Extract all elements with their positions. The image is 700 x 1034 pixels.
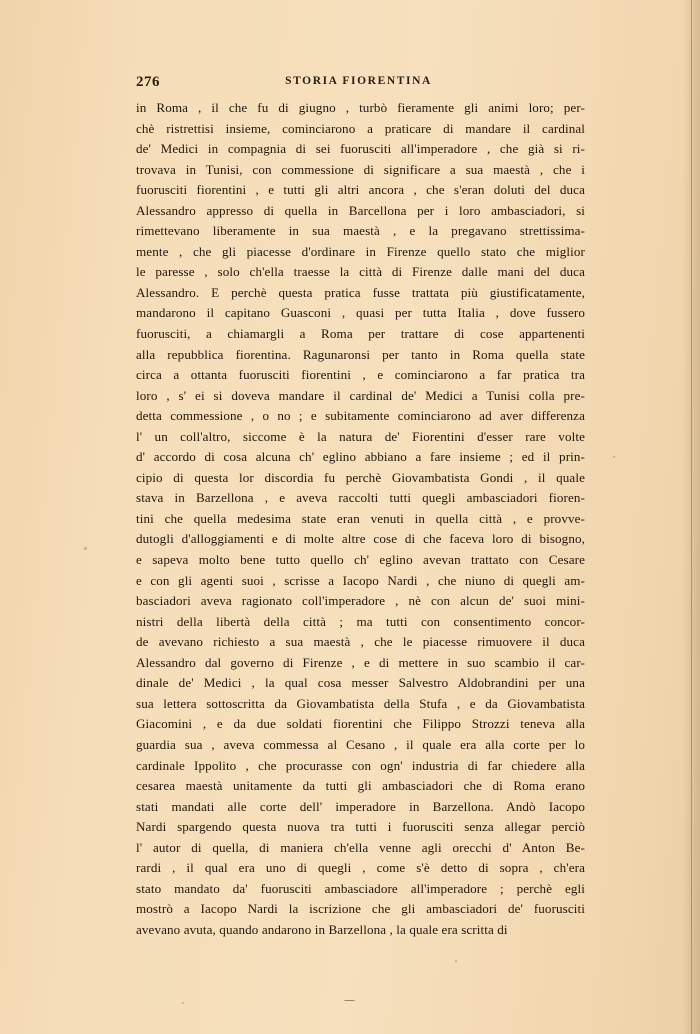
page-number: 276 — [136, 74, 160, 90]
text-line: stava in Barzellona , e aveva raccolti tutti quegli ambasciadori fioren- — [136, 490, 585, 506]
text-line: de' Medici in compagnia di sei fuorusciti all'imperadore , che già si ri- — [136, 141, 585, 157]
text-line: sua lettera sottoscritta da Giovambatista della Stufa , e da Giovambatista — [136, 695, 585, 711]
text-line: chè ristrettisi insieme, cominciarono a praticare di mandare il cardinal — [136, 120, 585, 136]
text-line: tini che quella medesima state eran venuti in quella città , e provve- — [136, 510, 585, 526]
text-line: cesarea maestà unitamente da tutti gli ambasciadori che di Roma erano — [136, 778, 585, 794]
paper-speck — [455, 960, 457, 962]
paper-speck — [613, 456, 615, 458]
text-line: stato mandato da' fuorusciti ambasciadore all'imperadore ; perchè egli — [136, 880, 585, 896]
text-line: mandarono il capitano Guasconi , quasi per tutta Italia , dove fussero — [136, 305, 585, 321]
text-line: rimettevano liberamente in sua maestà , e la pregavano strettissima- — [136, 223, 585, 239]
text-line: trovava in Tunisi, con commessione di significare a sua maestà , che i — [136, 161, 585, 177]
text-line: fuorusciti, a chiamargli a Roma per trattare di cose appartenenti — [136, 326, 585, 342]
text-line: rardi , il qual era uno di quegli , come s'è detto di sopra , ch'era — [136, 860, 585, 876]
text-line: dinale de' Medici , la qual cosa messer Salvestro Aldobrandini per una — [136, 675, 585, 691]
text-line: nistri della libertà della città ; ma tutti con consentimento concor- — [136, 613, 585, 629]
text-line: e sapeva molto bene tutto quello ch' eglino avevan trattato con Cesare — [136, 552, 585, 568]
text-line: mente , che gli piacesse d'ordinare in Firenze quello stato che miglior — [136, 243, 585, 259]
text-line: de avevano richiesto a sua maestà , che le piacesse rimuovere il duca — [136, 634, 585, 650]
text-line: Alessandro dal governo di Firenze , e di mettere in suo scambio il car- — [136, 654, 585, 670]
text-line: cardinale Ippolito , che procurasse con ogn' industria di far chiedere alla — [136, 757, 585, 773]
text-line: Giacomini , e da due soldati fiorentini che Filippo Strozzi teneva alla — [136, 716, 585, 732]
text-line: fuorusciti fiorentini , e tutti gli altri ancora , che s'eran doluti del duca — [136, 182, 585, 198]
text-line: Alessandro. E perchè questa pratica fusse trattata più giustificatamente, — [136, 284, 585, 300]
text-line: Nardi spargendo questa nuova tra tutti i fuorusciti senza allegar perciò — [136, 819, 585, 835]
text-line: e con gli agenti suoi , scrisse a Iacopo Nardi , che niuno di quegli am- — [136, 572, 585, 588]
text-line: l' un coll'altro, siccome è la natura de' Fiorentini d'esser rare volte — [136, 428, 585, 444]
text-line: in Roma , il che fu di giugno , turbò fieramente gli animi loro; per- — [136, 100, 585, 115]
text-line: detta commessione , o no ; e subitamente cominciarono ad aver differenza — [136, 408, 585, 424]
body-text — [136, 98, 585, 940]
catchword: — — [344, 995, 356, 1006]
text-line: mostrò a Iacopo Nardi la iscrizione che gli ambasciadori de' fuorusciti — [136, 901, 585, 917]
text-line: circa a ottanta fuorusciti fiorentini , e cominciarono a far pratica tra — [136, 367, 585, 383]
text-line: le paresse , solo ch'ella traesse la città di Firenze dalle mani del duca — [136, 264, 585, 280]
text-line: stati mandati alle corte dell' imperadore in Barzellona. Andò Iacopo — [136, 798, 585, 814]
running-title: STORIA FIORENTINA — [285, 75, 432, 87]
text-block — [136, 98, 585, 940]
text-line: d' accordo di cosa alcuna ch' eglino abbiano a fare insieme ; ed il prin- — [136, 449, 585, 465]
text-line: Alessandro appresso di quella in Barcellona per i loro ambasciadori, si — [136, 202, 585, 218]
paper-speck — [84, 547, 87, 550]
text-line: dutogli d'alloggiamenti e di molte altre cose di che faceva loro di bisogno, — [136, 531, 585, 547]
text-line: basciadori aveva ragionato coll'imperadore , nè con alcun de' suoi mini- — [136, 593, 585, 609]
text-line: avevano avuta, quando andarono in Barzellona , la quale era scritta di — [136, 921, 508, 937]
text-line: guardia sua , aveva commessa al Cesano , il quale era alla corte per lo — [136, 736, 585, 752]
page-header — [136, 74, 581, 92]
page-edge-rule — [691, 0, 692, 1034]
text-line: alla repubblica fiorentina. Ragunaronsi per tanto in Roma quella state — [136, 346, 585, 362]
text-line: l' autor di quella, di maniera ch'ella venne agli orecchi d' Anton Be- — [136, 839, 585, 855]
text-line: cipio di questa lor discordia fu perchè Giovambatista Gondi , il quale — [136, 469, 585, 485]
text-line: loro , s' ei si doveva mandare il cardinal de' Medici a Tunisi colla pre- — [136, 387, 585, 403]
